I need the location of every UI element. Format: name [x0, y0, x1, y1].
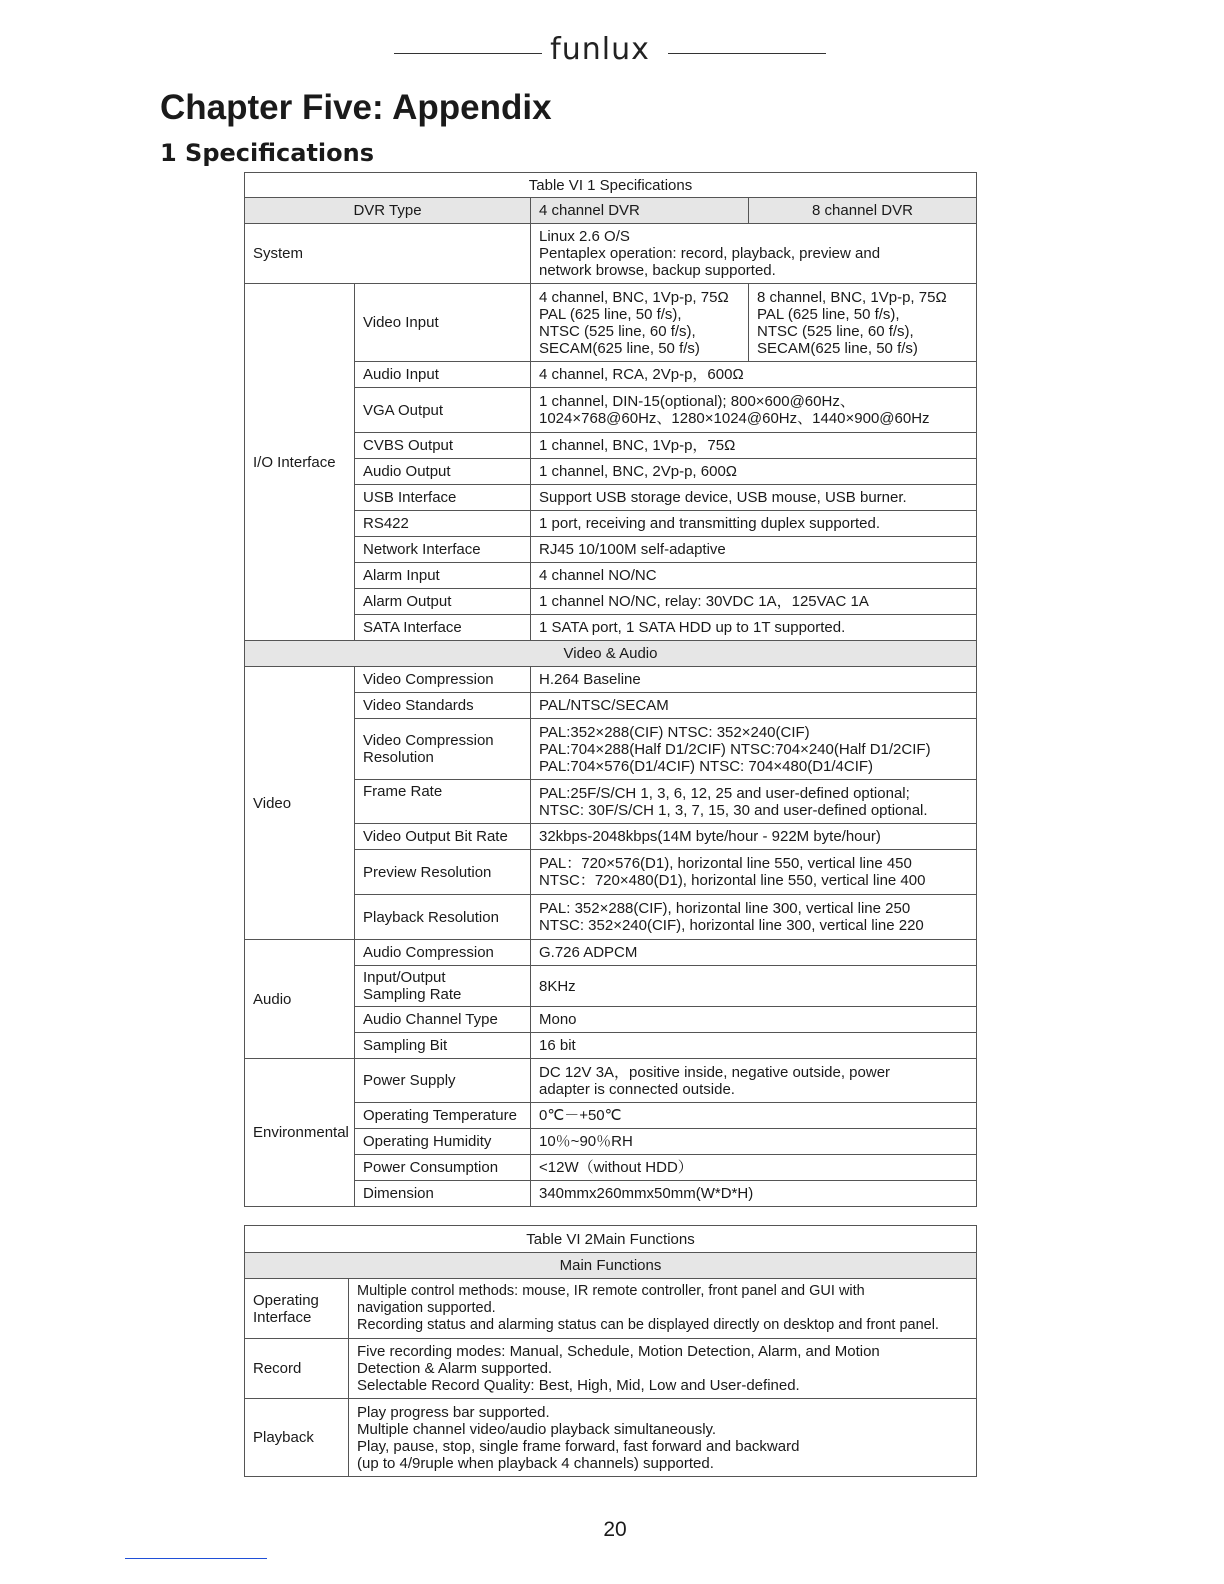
- table-row: [245, 589, 977, 615]
- row-value: Play progress bar supported. Multiple channel video/audio playback simultaneously. Play, pause, stop, single frame forward, fast forward and backward (up to 4/9ruple when playback 4 channels) supported.: [349, 1399, 977, 1477]
- video-group-label: Video: [245, 667, 355, 940]
- audio-group-label: Audio: [245, 940, 355, 1059]
- table-header-row: [245, 198, 977, 224]
- row-value: PAL:25F/S/CH 1, 3, 6, 12, 25 and user-defined optional; NTSC: 30F/S/CH 1, 3, 7, 15, 30 and user-defined optional.: [531, 780, 977, 824]
- table-row: [245, 966, 977, 1007]
- row-value: 1 channel, BNC, 1Vp-p，75Ω: [531, 433, 977, 459]
- table-row: [245, 459, 977, 485]
- row-value: 8KHz: [531, 966, 977, 1007]
- table-row: [245, 511, 977, 537]
- header-rule-right: [668, 53, 826, 54]
- section-heading-row: [245, 641, 977, 667]
- row-label: CVBS Output: [355, 433, 531, 459]
- page-number: 20: [603, 1518, 627, 1541]
- system-value: Linux 2.6 O/S Pentaplex operation: record, playback, preview and network browse, backup supported.: [531, 224, 977, 284]
- table-row: [245, 433, 977, 459]
- section-title: 1 Specifications: [160, 139, 375, 167]
- row-value: 4 channel, RCA, 2Vp-p，600Ω: [531, 362, 977, 388]
- table-caption-row: [245, 1226, 977, 1253]
- row-label: Operating Temperature: [355, 1103, 531, 1129]
- row-label: Video Input: [355, 284, 531, 362]
- table-row: [245, 667, 977, 693]
- table-row: [245, 1103, 977, 1129]
- row-label: Dimension: [355, 1181, 531, 1207]
- row-label: Video Compression Resolution: [355, 719, 531, 780]
- row-value: 16 bit: [531, 1033, 977, 1059]
- table-row: [245, 824, 977, 850]
- row-label: SATA Interface: [355, 615, 531, 641]
- table-row: [245, 224, 977, 284]
- row-value: 4 channel NO/NC: [531, 563, 977, 589]
- table-row: [245, 719, 977, 780]
- row-label: Audio Compression: [355, 940, 531, 966]
- row-value: 340mmx260mmx50mm(W*D*H): [531, 1181, 977, 1207]
- row-value: 1 port, receiving and transmitting duplex supported.: [531, 511, 977, 537]
- table-caption: Table VI 1 Specifications: [245, 173, 977, 198]
- row-label: Playback Resolution: [355, 895, 531, 940]
- row-label: Audio Input: [355, 362, 531, 388]
- table-row: [245, 1279, 977, 1339]
- row-label: Audio Output: [355, 459, 531, 485]
- row-value: RJ45 10/100M self-adaptive: [531, 537, 977, 563]
- row-value: PAL：720×576(D1), horizontal line 550, vertical line 450 NTSC：720×480(D1), horizontal line 550, vertical line 400: [531, 850, 977, 895]
- row-value: Five recording modes: Manual, Schedule, Motion Detection, Alarm, and Motion Detection & Alarm supported. Selectable Record Quality: Best, High, Mid, Low and User-defined.: [349, 1339, 977, 1399]
- row-value: Support USB storage device, USB mouse, USB burner.: [531, 485, 977, 511]
- chapter-title: Chapter Five: Appendix: [160, 88, 552, 127]
- row-label: Alarm Input: [355, 563, 531, 589]
- row-value: PAL:352×288(CIF) NTSC: 352×240(CIF) PAL:704×288(Half D1/2CIF) NTSC:704×240(Half D1/2CIF) PAL:704×576(D1/4CIF) NTSC: 704×480(D1/4CIF): [531, 719, 977, 780]
- row-label: VGA Output: [355, 388, 531, 433]
- row-label: Sampling Bit: [355, 1033, 531, 1059]
- table-row: [245, 563, 977, 589]
- section-heading-row: [245, 1253, 977, 1279]
- row-value: 1 SATA port, 1 SATA HDD up to 1T supported.: [531, 615, 977, 641]
- row-label: USB Interface: [355, 485, 531, 511]
- table-row: [245, 1339, 977, 1399]
- table-row: [245, 284, 977, 362]
- row-value: PAL: 352×288(CIF), horizontal line 300, vertical line 250 NTSC: 352×240(CIF), horizontal line 300, vertical line 220: [531, 895, 977, 940]
- table-row: [245, 850, 977, 895]
- header-4-channel: 4 channel DVR: [531, 198, 749, 224]
- table-row: [245, 1033, 977, 1059]
- table-row: [245, 693, 977, 719]
- row-value: PAL/NTSC/SECAM: [531, 693, 977, 719]
- row-label: Record: [245, 1339, 349, 1399]
- video-input-8ch-value: 8 channel, BNC, 1Vp-p, 75Ω PAL (625 line, 50 f/s), NTSC (525 line, 60 f/s), SECAM(625 line, 50 f/s): [749, 284, 977, 362]
- video-audio-heading: Video & Audio: [245, 641, 977, 667]
- row-value: <12W（without HDD）: [531, 1155, 977, 1181]
- row-label: Network Interface: [355, 537, 531, 563]
- row-label: RS422: [355, 511, 531, 537]
- row-label: Input/Output Sampling Rate: [355, 966, 531, 1007]
- video-input-4ch-value: 4 channel, BNC, 1Vp-p, 75Ω PAL (625 line, 50 f/s), NTSC (525 line, 60 f/s), SECAM(625 line, 50 f/s): [531, 284, 749, 362]
- row-label: Operating Humidity: [355, 1129, 531, 1155]
- table-row: [245, 1181, 977, 1207]
- table-row: [245, 1007, 977, 1033]
- brand-logo: funlux: [550, 32, 650, 67]
- main-functions-heading: Main Functions: [245, 1253, 977, 1279]
- table-row: [245, 1129, 977, 1155]
- table-caption-row: [245, 173, 977, 198]
- table-row: [245, 780, 977, 824]
- row-value: G.726 ADPCM: [531, 940, 977, 966]
- row-value: 10％~90％RH: [531, 1129, 977, 1155]
- table-row: [245, 615, 977, 641]
- specifications-table: [244, 172, 977, 1207]
- table-row: [245, 1155, 977, 1181]
- row-value: Multiple control methods: mouse, IR remote controller, front panel and GUI with navigation supported. Recording status and alarming status can be displayed directly on desktop and front panel.: [349, 1279, 977, 1339]
- io-group-label: I/O Interface: [245, 284, 355, 641]
- table-row: [245, 388, 977, 433]
- row-label: Frame Rate: [355, 780, 531, 824]
- row-label: Operating Interface: [245, 1279, 349, 1339]
- row-value: 32kbps-2048kbps(14M byte/hour - 922M byte/hour): [531, 824, 977, 850]
- row-value: 0℃－+50℃: [531, 1103, 977, 1129]
- main-functions-table: [244, 1225, 977, 1477]
- row-value: DC 12V 3A，positive inside, negative outside, power adapter is connected outside.: [531, 1059, 977, 1103]
- table-row: [245, 485, 977, 511]
- row-label: Preview Resolution: [355, 850, 531, 895]
- table-row: [245, 940, 977, 966]
- table-row: [245, 1059, 977, 1103]
- row-label: Video Output Bit Rate: [355, 824, 531, 850]
- row-label: Video Standards: [355, 693, 531, 719]
- table-row: [245, 1399, 977, 1477]
- row-label: Playback: [245, 1399, 349, 1477]
- environmental-group-label: Environmental: [245, 1059, 355, 1207]
- row-value: 1 channel, BNC, 2Vp-p, 600Ω: [531, 459, 977, 485]
- row-label: Alarm Output: [355, 589, 531, 615]
- row-label: Audio Channel Type: [355, 1007, 531, 1033]
- row-label: Power Consumption: [355, 1155, 531, 1181]
- row-value: H.264 Baseline: [531, 667, 977, 693]
- table-caption: Table VI 2Main Functions: [245, 1226, 977, 1253]
- row-value: 1 channel NO/NC, relay: 30VDC 1A，125VAC 1A: [531, 589, 977, 615]
- row-value: 1 channel, DIN-15(optional); 800×600@60Hz、 1024×768@60Hz、1280×1024@60Hz、1440×900@60Hz: [531, 388, 977, 433]
- row-label: Video Compression: [355, 667, 531, 693]
- table-row: [245, 362, 977, 388]
- header-rule-left: [394, 53, 542, 54]
- table-row: [245, 895, 977, 940]
- table-row: [245, 537, 977, 563]
- row-label: Power Supply: [355, 1059, 531, 1103]
- row-value: Mono: [531, 1007, 977, 1033]
- footnote-rule: [125, 1558, 267, 1559]
- header-dvr-type: DVR Type: [245, 198, 531, 224]
- header-8-channel: 8 channel DVR: [749, 198, 977, 224]
- system-label: System: [245, 224, 531, 284]
